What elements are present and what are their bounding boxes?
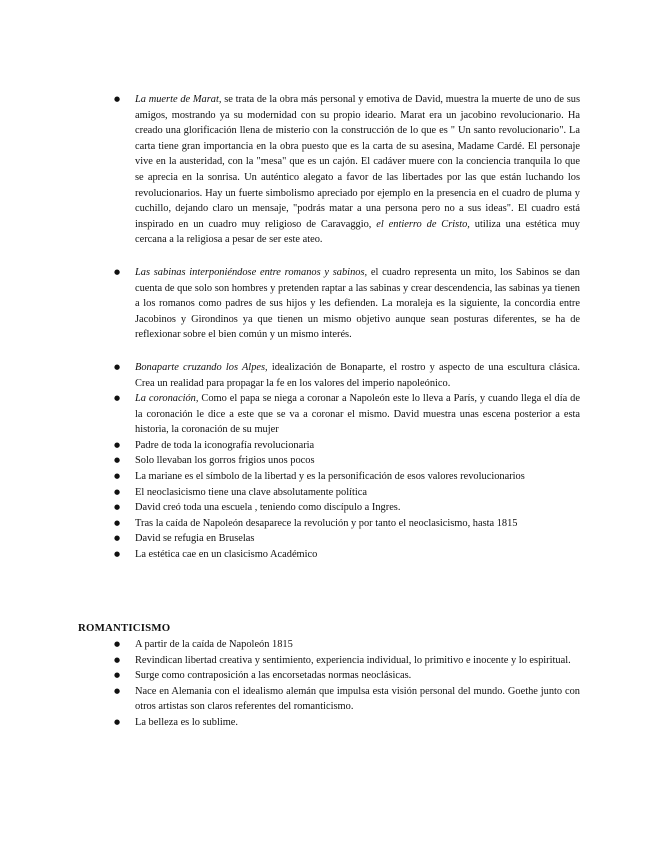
list-item [114, 500, 580, 516]
list-item-text: A partir de la caída de Napoleón 1815 [135, 639, 293, 650]
list-item [114, 438, 580, 454]
list-item [114, 469, 580, 485]
artwork-title: el entierro de Cristo, [376, 218, 470, 230]
list-item-text: El neoclasicismo tiene una clave absolutamente política [135, 486, 367, 498]
list-item-text: Como el papa se niega a coronar a Napoleón este lo lleva a París, y cuando llega el día de la coronación le dice a este que se va a coronar el mismo. David muestra unas escena posterior a esta historia, la coronación de su mujer [135, 393, 580, 436]
artwork-title: Las sabinas interponiéndose entre romanos y sabinos, [135, 266, 368, 278]
artwork-title: La coronación, [135, 393, 199, 405]
list-item [114, 516, 580, 532]
list-item [114, 715, 580, 731]
list-item [114, 668, 580, 684]
list-item-text: La belleza es lo sublime. [135, 716, 239, 728]
list-item-text: La estética cae en un clasicismo Académico [135, 549, 318, 561]
list-item-text: La mariane es el símbolo de la libertad y es la personificación de esos valores revolucionarios [135, 471, 525, 483]
list-item-sabinas [114, 265, 580, 343]
list-item [114, 453, 580, 469]
artwork-title: La muerte de Marat, [135, 94, 222, 105]
list-item-text: el cuadro representa un mito, los Sabinos se dan cuenta de que solo son hombres y pretenden raptar a las sabinas y crear descendencia, las sabinas ya tienen a los romanos como padres de sus hijos y les defienden. La moraleja es la siguiente, la concordia entre Jacobinos y Girondinos ya que tienen un mismo objetivo aunque sean posturas diferentes, se ha de reflexionar sobre el bien común y un mismo interés. [135, 266, 580, 341]
list-item-text: se trata de la obra más personal y emotiva de David, muestra la muerte de uno de sus amigos, mostrando ya su modernidad con su propio ideario. Marat era un jacobino revolucionario. Ha creado una glorificación llena de misterio con la construcción de lo que es " Un santo revolucionario". La carta tiene gran importancia en la obra puesto que es la carta de su asesina, Madame Cardé. El personaje vive en la austeridad, con la "mesa" que es un cajón. El cadáver muere con la conciencia tranquila lo que se aprecia en la sonrisa. Un auténtico alegato a favor de las libertades por las que están luchando los revolucionarios. Hay un fuerte simbolismo apreciado por ejemplo en la presencia en el cuadro de pluma y cuchillo, dejando claro un mensaje, "podrás matar a una persona pero no a sus ideas". El cuadro está inspirado en un cuadro muy religioso de Caravaggio, [135, 94, 580, 230]
neoclassicism-list [114, 92, 580, 563]
list-item [114, 531, 580, 547]
list-item-marat [114, 92, 580, 248]
artwork-title: Bonaparte cruzando los Alpes, [135, 361, 268, 373]
list-item-text: idealización de Bonaparte, el rostro y aspecto de una escultura clásica. Crea un realidad para propagar la fe en los valores del imperio napoleónico. [135, 361, 580, 389]
list-item-text: David se refugia en Bruselas [135, 533, 255, 545]
list-item-bonaparte [114, 360, 580, 391]
list-item-text: Surge como contraposición a las encorsetadas normas neoclásicas. [135, 670, 412, 682]
list-item-text: David creó toda una escuela , teniendo como discípulo a Ingres. [135, 502, 401, 514]
list-item [114, 485, 580, 501]
list-item-text: Solo llevaban los gorros frigios unos pocos [135, 455, 315, 467]
list-item [114, 653, 580, 669]
list-item-text: Revindican libertad creativa y sentimiento, experiencia individual, lo primitivo e inocente y lo espiritual. [135, 654, 571, 666]
section-heading-romanticismo: ROMANTICISMO [78, 622, 171, 634]
list-item-text: Nace en Alemania con el idealismo alemán que impulsa esta visión personal del mundo. Goethe junto con otros artistas son claros referentes del romanticismo. [135, 685, 580, 713]
list-item-text: Padre de toda la iconografía revolucionaria [135, 439, 315, 451]
romanticism-list [114, 637, 580, 731]
list-item [114, 637, 580, 653]
list-item-coronacion [114, 391, 580, 438]
list-item-text: utiliza una estética muy cercana a la religiosa a pesar de ser este ateo. [135, 218, 580, 246]
list-item [114, 547, 580, 563]
list-item [114, 684, 580, 715]
list-item-text: Tras la caída de Napoleón desaparece la revolución y por tanto el neoclasicismo, hasta 1815 [135, 517, 518, 529]
